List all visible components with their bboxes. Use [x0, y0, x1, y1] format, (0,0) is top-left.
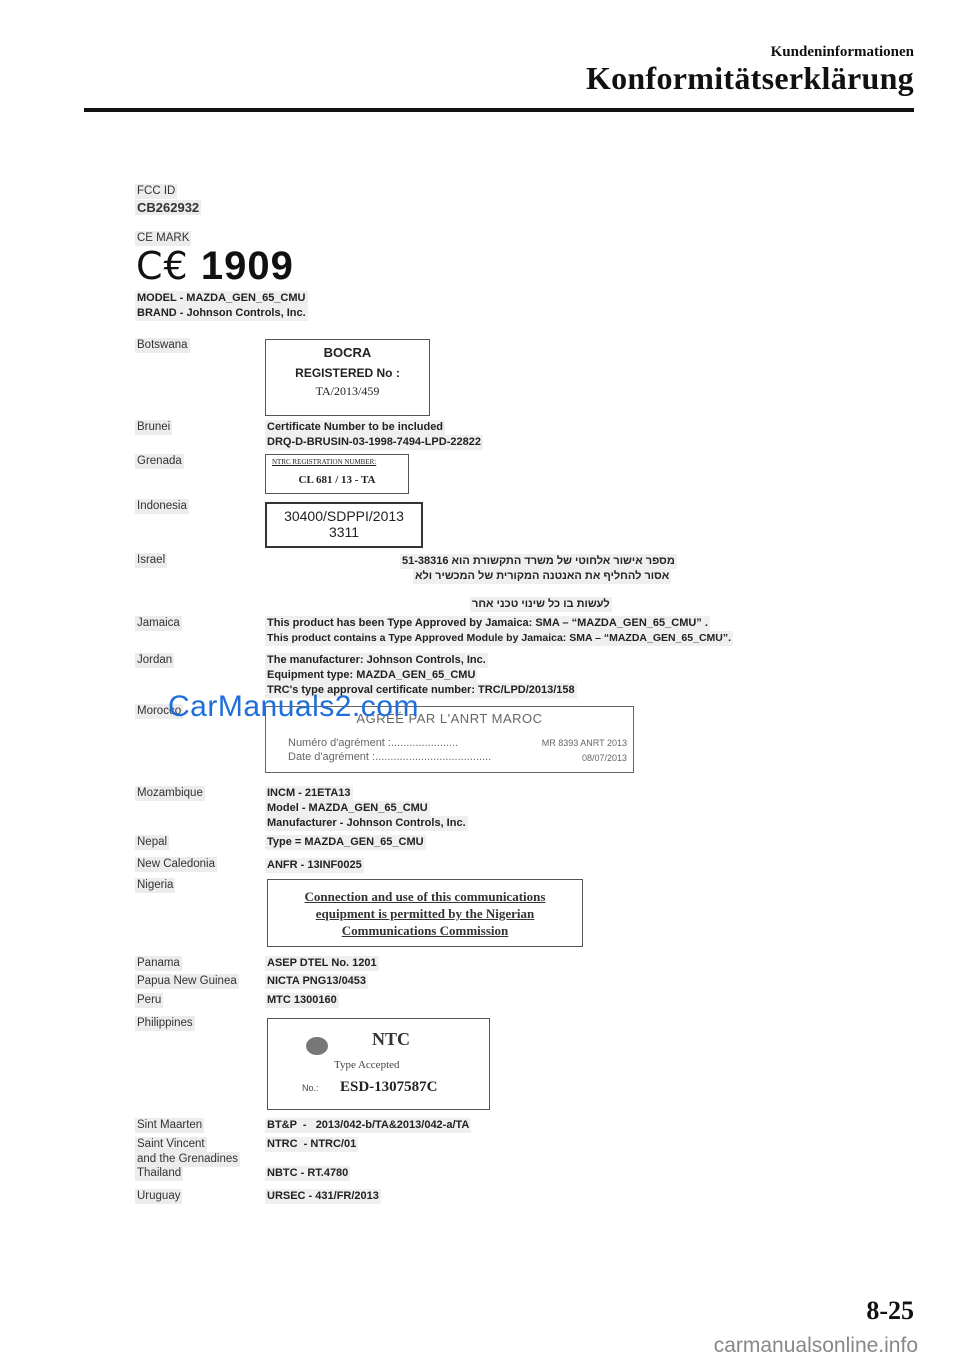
country-label-botswana: Botswana — [137, 339, 188, 351]
ntc-approval-box — [267, 1018, 490, 1110]
bocra-title: BOCRA — [323, 345, 372, 360]
peru-value: MTC 1300160 — [267, 994, 337, 1006]
mozambique-line-3: Manufacturer - Johnson Controls, Inc. — [267, 817, 466, 829]
bocra-registered-label: REGISTERED No : — [295, 366, 400, 380]
country-label-nepal: Nepal — [137, 836, 168, 848]
jamaica-line-1: This product has been Type Approved by Jamaica: SMA – “MAZDA_GEN_65_CMU” . — [267, 617, 708, 629]
watermark-link[interactable]: CarManuals2.com — [168, 690, 419, 723]
morocco-number-label: Numéro d'agrément :...................... — [288, 737, 459, 749]
jordan-line-3: TRC's type approval certificate number: TRC/LPD/2013/158 — [267, 684, 575, 696]
ntc-code: ESD-1307587C — [340, 1079, 438, 1095]
footer-url[interactable]: carmanualsonline.info — [713, 1334, 918, 1357]
ntc-title: NTC — [372, 1029, 411, 1049]
model-line: MODEL - MAZDA_GEN_65_CMU — [137, 292, 306, 304]
indonesia-registration-box — [265, 502, 423, 548]
nigeria-line-3: Communications Commission — [341, 923, 509, 938]
grenada-number: CL 681 / 13 - TA — [298, 474, 376, 486]
section-label: Kundeninformationen — [770, 44, 914, 60]
country-label-brunei: Brunei — [137, 421, 171, 433]
fcc-label: FCC ID — [137, 185, 176, 197]
country-label-morocco: Morocco — [137, 705, 182, 717]
new-caledonia-value: ANFR - 13INF0025 — [267, 859, 362, 871]
nigeria-line-1: Connection and use of this communications — [304, 889, 546, 904]
bocra-number: TA/2013/459 — [315, 384, 380, 398]
country-label-mozambique: Mozambique — [137, 787, 203, 799]
uruguay-value: URSEC - 431/FR/2013 — [267, 1190, 379, 1202]
morocco-box-title: AGRÉÉ PAR L'ANRT MAROC — [356, 711, 543, 726]
saint-vincent-value: NTRC - NTRC/01 — [267, 1138, 357, 1150]
brunei-line-1: Certificate Number to be included — [267, 421, 444, 433]
indonesia-cert-number: 30400/SDPPI/2013 — [284, 508, 404, 524]
ce-mark-label: CE MARK — [137, 232, 190, 244]
brand-line: BRAND - Johnson Controls, Inc. — [137, 307, 306, 319]
indonesia-cert-code: 3311 — [328, 524, 360, 540]
country-label-thailand: Thailand — [137, 1167, 182, 1179]
nepal-value: Type = MAZDA_GEN_65_CMU — [267, 836, 424, 848]
thailand-value: NBTC - RT.4780 — [267, 1167, 349, 1179]
country-label-uruguay: Uruguay — [137, 1190, 181, 1202]
country-label-jordan: Jordan — [137, 654, 173, 666]
nigeria-line-2: equipment is permitted by the Nigerian — [315, 906, 535, 921]
sint-maarten-value: BT&P - 2013/042-b/TA&2013/042-a/TA — [267, 1119, 470, 1131]
country-label-saint-vincent-2: and the Grenadines — [137, 1153, 239, 1165]
grenada-registration-box — [265, 454, 409, 494]
ce-mark-logo — [136, 244, 294, 289]
country-label-panama: Panama — [137, 957, 180, 969]
israel-line-2: אסור להחליף את האנטנה המקורית של המכשיר ולא — [415, 570, 670, 582]
country-label-israel: Israel — [137, 554, 166, 566]
mozambique-line-1: INCM - 21ETA13 — [267, 787, 351, 799]
header-rule — [84, 108, 914, 112]
page-number: 8-25 — [866, 1296, 914, 1325]
country-label-philippines: Philippines — [137, 1017, 193, 1029]
country-label-new-caledonia: New Caledonia — [137, 858, 215, 870]
jordan-line-2: Equipment type: MAZDA_GEN_65_CMU — [267, 669, 476, 681]
country-label-peru: Peru — [137, 994, 162, 1006]
papua-new-guinea-value: NICTA PNG13/0453 — [267, 975, 367, 987]
morocco-date-label: Date d'agrément :...................................... — [288, 751, 492, 763]
grenada-box-header: NTRC REGISTRATION NUMBER: — [272, 458, 377, 466]
ce-number: 1909 — [200, 244, 294, 288]
country-label-jamaica: Jamaica — [137, 617, 180, 629]
page-title: Konformitätserklärung — [585, 60, 914, 96]
country-label-grenada: Grenada — [137, 455, 182, 467]
panama-value: ASEP DTEL No. 1201 — [267, 957, 377, 969]
fcc-id-value: CB262932 — [137, 200, 200, 215]
morocco-number-value: MR 8393 ANRT 2013 — [541, 738, 627, 748]
ntc-number-label: No.: — [302, 1083, 319, 1093]
ce-symbol: C€ — [136, 244, 189, 288]
country-label-sint-maarten: Sint Maarten — [137, 1119, 203, 1131]
country-label-papua-new-guinea: Papua New Guinea — [137, 975, 237, 987]
brunei-line-2: DRQ-D-BRUSIN-03-1998-7494-LPD-22822 — [267, 436, 481, 448]
israel-line-3: לעשות בו כל שינוי טכני אחר — [472, 598, 610, 610]
israel-line-1: מספר אישור אלחוטי של משרד התקשורת הוא 51-38316 — [402, 555, 675, 567]
ntc-subtitle: Type Accepted — [334, 1059, 400, 1071]
jamaica-line-2: This product contains a Type Approved Module by Jamaica: SMA – “MAZDA_GEN_65_CMU”. — [267, 632, 732, 644]
bocra-registration-box — [265, 339, 430, 416]
ntc-seal-icon — [306, 1037, 328, 1055]
country-label-saint-vincent: Saint Vincent — [137, 1138, 205, 1150]
jordan-line-1: The manufacturer: Johnson Controls, Inc. — [267, 654, 486, 666]
country-label-nigeria: Nigeria — [137, 879, 174, 891]
country-label-indonesia: Indonesia — [137, 500, 187, 512]
nigeria-notice-box — [267, 879, 583, 947]
mozambique-line-2: Model - MAZDA_GEN_65_CMU — [267, 802, 428, 814]
morocco-date-value: 08/07/2013 — [581, 753, 627, 763]
